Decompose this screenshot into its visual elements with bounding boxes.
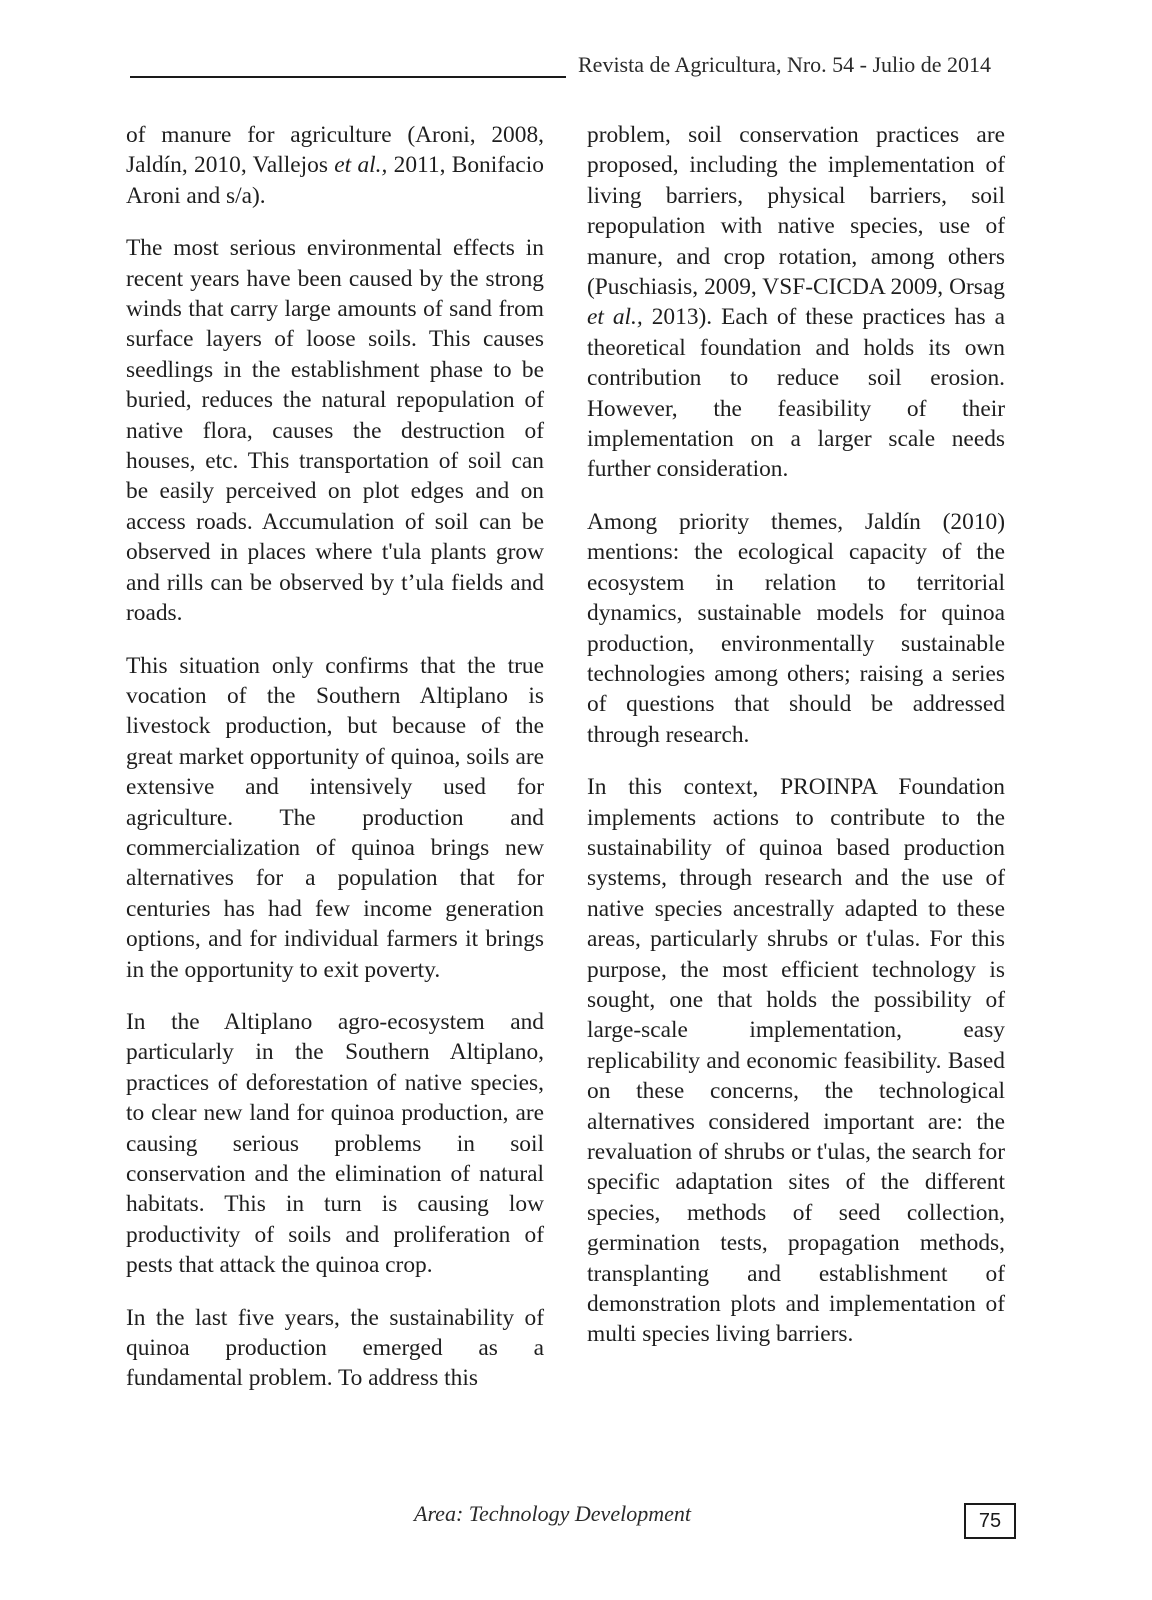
citation-italic: et al., xyxy=(334,152,388,179)
footer-area-label: Area: Technology Development xyxy=(414,1501,691,1526)
left-column xyxy=(126,120,544,1416)
paragraph: This situation only confirms that the true vocation of the Southern Altiplano is livestock production, but because of the great market opportunity of quinoa, soils are extensive and intensively used for agriculture. The production and commercialization of quinoa brings new alternatives for a population that for centuries has had few income generation options, and for individual farmers it brings in the opportunity to exit poverty. xyxy=(126,652,544,983)
paragraph xyxy=(126,120,544,211)
text-run: 2011, Bonifacio Aroni and s/a). xyxy=(126,152,544,209)
paragraph: In the last five years, the sustainability of quinoa production emerged as a fundamental problem. To address this xyxy=(126,1304,544,1392)
header-rule xyxy=(130,76,566,78)
text-run: problem, soil conservation practices are proposed, including the implementation of living barriers, physical barriers, soil repopulation with native species, use of manure, and crop rotation, among others (Puschiasis, 2009, VSF-CICDA 2009, Orsag xyxy=(587,122,1005,301)
paragraph: The most serious environmental effects in recent years have been caused by the strong winds that carry large amounts of sand from surface layers of loose soils. This causes seedlings in the establishment phase to be buried, reduces the natural repopulation of native flora, causes the destruction of houses, etc. This transportation of soil can be easily perceived on plot edges and on access roads. Accumulation of soil can be observed in places where t'ula plants grow and rills can be observed by t’ula fields and roads. xyxy=(126,235,544,627)
right-column xyxy=(587,120,1005,1372)
journal-title: Revista de Agricultura, Nro. 54 - Julio de 2014 xyxy=(578,52,992,77)
text-run: of manure for agriculture (Aroni, 2008, Jaldín, 2010, Vallejos xyxy=(126,122,544,179)
page-number: 75 xyxy=(964,1503,1016,1539)
text-run: 2013). Each of these practices has a theoretical foundation and holds its own contribution to reduce soil erosion. However, the feasibility of their implementation on a larger scale needs further consideration. xyxy=(587,304,1005,483)
citation-italic: et al., xyxy=(587,304,643,331)
paragraph xyxy=(587,120,1005,485)
paragraph: Among priority themes, Jaldín (2010) mentions: the ecological capacity of the ecosystem in relation to territorial dynamics, sustainable models for quinoa production, environmentally sustainable technologies among others; raising a series of questions that should be addressed through research. xyxy=(587,508,1005,748)
paragraph: In the Altiplano agro-ecosystem and particularly in the Southern Altiplano, practices of deforestation of native species, to clear new land for quinoa production, are causing serious problems in soil conservation and the elimination of natural habitats. This in turn is causing low productivity of soils and proliferation of pests that attack the quinoa crop. xyxy=(126,1008,544,1279)
paragraph: In this context, PROINPA Foundation implements actions to contribute to the sustainability of quinoa based production systems, through research and the use of native species ancestrally adapted to these areas, particularly shrubs or t'ulas. For this purpose, the most efficient technology is sought, one that holds the possibility of large-scale implementation, easy replicability and economic feasibility. Based on these concerns, the technological alternatives considered important are: the revaluation of shrubs or t'ulas, the search for specific adaptation sites of the different species, methods of seed collection, germination tests, propagation methods, transplanting and establishment of demonstration plots and implementation of multi species living barriers. xyxy=(587,774,1005,1348)
